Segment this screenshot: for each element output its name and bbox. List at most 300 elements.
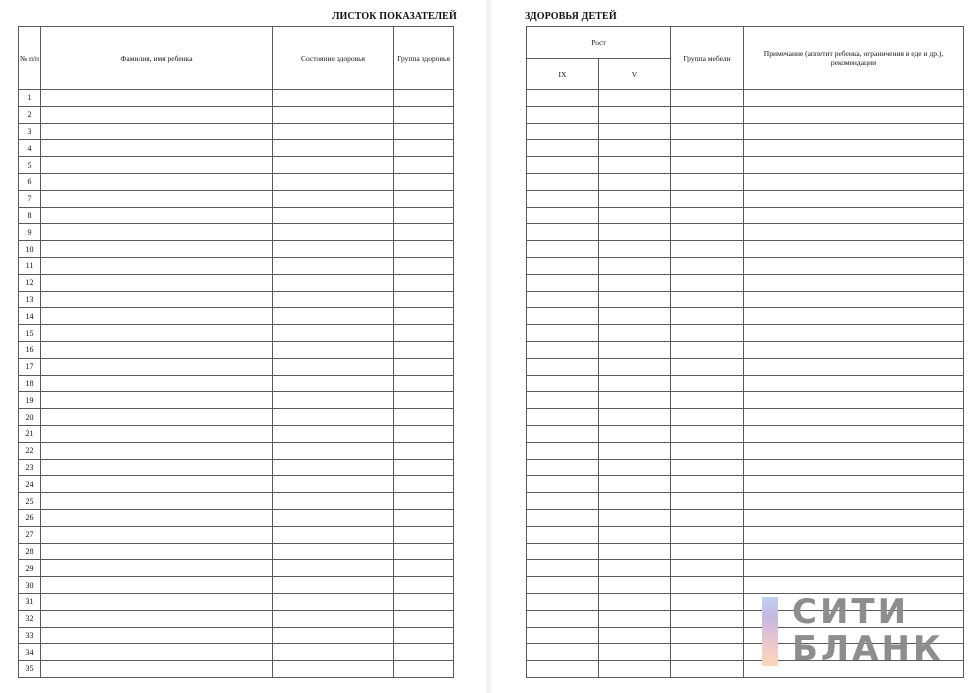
table-row xyxy=(19,509,454,526)
note-cell xyxy=(744,241,964,258)
child-name-cell xyxy=(41,577,273,594)
table-row xyxy=(527,425,964,442)
header-health-group: Группа здоровья xyxy=(394,27,454,90)
note-cell xyxy=(744,291,964,308)
height-v-cell xyxy=(599,123,671,140)
child-name-cell xyxy=(41,140,273,157)
height-ix-cell xyxy=(527,560,599,577)
table-row xyxy=(19,459,454,476)
row-number: 14 xyxy=(19,308,41,325)
table-row xyxy=(527,106,964,123)
table-row xyxy=(19,375,454,392)
health-state-cell xyxy=(273,627,394,644)
header-height: Рост xyxy=(527,27,671,59)
header-note: Примечание (аппетит ребенка, ограничения в еде и др.), рекомендации xyxy=(744,27,964,90)
table-row xyxy=(19,207,454,224)
health-group-cell xyxy=(394,593,454,610)
height-ix-cell xyxy=(527,190,599,207)
height-ix-cell xyxy=(527,224,599,241)
logo-text-line1: СИТИ xyxy=(792,592,910,632)
height-ix-cell xyxy=(527,409,599,426)
table-row xyxy=(527,526,964,543)
health-group-cell xyxy=(394,173,454,190)
height-ix-cell xyxy=(527,207,599,224)
height-ix-cell xyxy=(527,526,599,543)
height-v-cell xyxy=(599,476,671,493)
health-group-cell xyxy=(394,425,454,442)
page-title-right: ЗДОРОВЬЯ ДЕТЕЙ xyxy=(525,11,617,22)
height-v-cell xyxy=(599,560,671,577)
height-ix-cell xyxy=(527,257,599,274)
health-state-cell xyxy=(273,207,394,224)
height-v-cell xyxy=(599,375,671,392)
health-state-cell xyxy=(273,459,394,476)
height-ix-cell xyxy=(527,459,599,476)
note-cell xyxy=(744,375,964,392)
logo-gradient-bar xyxy=(762,597,778,666)
child-name-cell xyxy=(41,644,273,661)
child-name-cell xyxy=(41,241,273,258)
health-group-cell xyxy=(394,90,454,107)
health-state-cell xyxy=(273,644,394,661)
health-state-cell xyxy=(273,543,394,560)
furniture-group-cell xyxy=(671,90,744,107)
height-ix-cell xyxy=(527,476,599,493)
health-state-cell xyxy=(273,509,394,526)
height-v-cell xyxy=(599,274,671,291)
health-group-cell xyxy=(394,476,454,493)
table-row xyxy=(19,291,454,308)
health-state-cell xyxy=(273,392,394,409)
child-name-cell xyxy=(41,442,273,459)
row-number: 26 xyxy=(19,509,41,526)
height-ix-cell xyxy=(527,90,599,107)
table-row xyxy=(527,274,964,291)
row-number: 4 xyxy=(19,140,41,157)
health-state-cell xyxy=(273,409,394,426)
child-name-cell xyxy=(41,425,273,442)
table-row xyxy=(19,140,454,157)
health-state-cell xyxy=(273,173,394,190)
table-row xyxy=(19,610,454,627)
row-number: 27 xyxy=(19,526,41,543)
furniture-group-cell xyxy=(671,224,744,241)
child-name-cell xyxy=(41,358,273,375)
health-group-cell xyxy=(394,644,454,661)
height-ix-cell xyxy=(527,425,599,442)
child-name-cell xyxy=(41,459,273,476)
height-v-cell xyxy=(599,207,671,224)
height-v-cell xyxy=(599,577,671,594)
height-ix-cell xyxy=(527,341,599,358)
height-v-cell xyxy=(599,392,671,409)
table-row xyxy=(19,476,454,493)
note-cell xyxy=(744,476,964,493)
health-group-cell xyxy=(394,627,454,644)
health-state-cell xyxy=(273,274,394,291)
table-row xyxy=(19,224,454,241)
furniture-group-cell xyxy=(671,593,744,610)
child-name-cell xyxy=(41,190,273,207)
note-cell xyxy=(744,190,964,207)
header-furniture-group: Группа мебели xyxy=(671,27,744,90)
note-cell xyxy=(744,325,964,342)
health-group-cell xyxy=(394,543,454,560)
height-v-cell xyxy=(599,341,671,358)
furniture-group-cell xyxy=(671,560,744,577)
height-v-cell xyxy=(599,190,671,207)
furniture-group-cell xyxy=(671,207,744,224)
note-cell xyxy=(744,341,964,358)
child-name-cell xyxy=(41,610,273,627)
furniture-group-cell xyxy=(671,190,744,207)
children-list-table xyxy=(18,26,454,678)
logo-text-line2: БЛАНК xyxy=(792,629,944,669)
height-ix-cell xyxy=(527,106,599,123)
furniture-group-cell xyxy=(671,274,744,291)
table-row xyxy=(527,224,964,241)
health-group-cell xyxy=(394,106,454,123)
health-group-cell xyxy=(394,241,454,258)
furniture-group-cell xyxy=(671,106,744,123)
note-cell xyxy=(744,577,964,594)
table-row xyxy=(527,442,964,459)
child-name-cell xyxy=(41,123,273,140)
child-name-cell xyxy=(41,543,273,560)
furniture-group-cell xyxy=(671,257,744,274)
table-row xyxy=(527,291,964,308)
table-row xyxy=(527,308,964,325)
height-v-cell xyxy=(599,627,671,644)
height-ix-cell xyxy=(527,392,599,409)
note-cell xyxy=(744,358,964,375)
note-cell xyxy=(744,140,964,157)
row-number: 31 xyxy=(19,593,41,610)
table-row xyxy=(527,90,964,107)
table-row xyxy=(527,207,964,224)
height-v-cell xyxy=(599,308,671,325)
furniture-group-cell xyxy=(671,493,744,510)
health-group-cell xyxy=(394,358,454,375)
table-row xyxy=(19,593,454,610)
furniture-group-cell xyxy=(671,157,744,174)
health-group-cell xyxy=(394,577,454,594)
note-cell xyxy=(744,493,964,510)
table-row xyxy=(527,509,964,526)
note-cell xyxy=(744,257,964,274)
furniture-group-cell xyxy=(671,123,744,140)
table-row xyxy=(527,560,964,577)
height-ix-cell xyxy=(527,375,599,392)
height-ix-cell xyxy=(527,308,599,325)
table-row xyxy=(527,140,964,157)
height-v-cell xyxy=(599,257,671,274)
note-cell xyxy=(744,560,964,577)
height-ix-cell xyxy=(527,157,599,174)
child-name-cell xyxy=(41,90,273,107)
table-row xyxy=(527,325,964,342)
note-cell xyxy=(744,442,964,459)
table-row xyxy=(527,375,964,392)
height-v-cell xyxy=(599,644,671,661)
child-name-cell xyxy=(41,409,273,426)
child-name-cell xyxy=(41,593,273,610)
table-row xyxy=(19,392,454,409)
note-cell xyxy=(744,274,964,291)
height-v-cell xyxy=(599,409,671,426)
table-row xyxy=(527,459,964,476)
child-name-cell xyxy=(41,325,273,342)
furniture-group-cell xyxy=(671,543,744,560)
row-number: 28 xyxy=(19,543,41,560)
health-state-cell xyxy=(273,106,394,123)
furniture-group-cell xyxy=(671,476,744,493)
row-number: 1 xyxy=(19,90,41,107)
health-group-cell xyxy=(394,274,454,291)
note-cell xyxy=(744,308,964,325)
note-cell xyxy=(744,526,964,543)
note-cell xyxy=(744,409,964,426)
health-group-cell xyxy=(394,207,454,224)
health-group-cell xyxy=(394,190,454,207)
health-state-cell xyxy=(273,241,394,258)
child-name-cell xyxy=(41,257,273,274)
health-indicators-table xyxy=(526,26,964,678)
header-child-name: Фамилия, имя ребенка xyxy=(41,27,273,90)
child-name-cell xyxy=(41,526,273,543)
height-ix-cell xyxy=(527,123,599,140)
health-group-cell xyxy=(394,325,454,342)
note-cell xyxy=(744,459,964,476)
health-state-cell xyxy=(273,577,394,594)
table-row xyxy=(19,308,454,325)
note-cell xyxy=(744,157,964,174)
furniture-group-cell xyxy=(671,509,744,526)
health-group-cell xyxy=(394,526,454,543)
table-row xyxy=(19,661,454,678)
row-number: 21 xyxy=(19,425,41,442)
table-row xyxy=(19,341,454,358)
row-number: 30 xyxy=(19,577,41,594)
health-group-cell xyxy=(394,123,454,140)
page-title-left: ЛИСТОК ПОКАЗАТЕЛЕЙ xyxy=(332,11,457,22)
right-page xyxy=(491,0,978,693)
health-state-cell xyxy=(273,257,394,274)
table-row xyxy=(527,543,964,560)
row-number: 11 xyxy=(19,257,41,274)
table-row xyxy=(19,526,454,543)
height-v-cell xyxy=(599,593,671,610)
table-row xyxy=(19,123,454,140)
health-state-cell xyxy=(273,610,394,627)
furniture-group-cell xyxy=(671,375,744,392)
furniture-group-cell xyxy=(671,661,744,678)
table-row xyxy=(19,157,454,174)
height-ix-cell xyxy=(527,274,599,291)
health-state-cell xyxy=(273,341,394,358)
health-group-cell xyxy=(394,442,454,459)
table-row xyxy=(19,627,454,644)
table-row xyxy=(527,241,964,258)
health-group-cell xyxy=(394,610,454,627)
health-group-cell xyxy=(394,661,454,678)
row-number: 29 xyxy=(19,560,41,577)
child-name-cell xyxy=(41,173,273,190)
height-ix-cell xyxy=(527,661,599,678)
row-number: 13 xyxy=(19,291,41,308)
row-number: 34 xyxy=(19,644,41,661)
furniture-group-cell xyxy=(671,409,744,426)
height-ix-cell xyxy=(527,442,599,459)
child-name-cell xyxy=(41,509,273,526)
health-group-cell xyxy=(394,140,454,157)
note-cell xyxy=(744,106,964,123)
header-number: № п/п xyxy=(19,27,41,90)
table-row xyxy=(527,476,964,493)
height-ix-cell xyxy=(527,241,599,258)
height-ix-cell xyxy=(527,593,599,610)
row-number: 5 xyxy=(19,157,41,174)
height-v-cell xyxy=(599,241,671,258)
health-group-cell xyxy=(394,257,454,274)
table-row xyxy=(19,90,454,107)
health-state-cell xyxy=(273,593,394,610)
health-state-cell xyxy=(273,358,394,375)
table-row xyxy=(527,341,964,358)
height-v-cell xyxy=(599,325,671,342)
furniture-group-cell xyxy=(671,358,744,375)
furniture-group-cell xyxy=(671,341,744,358)
height-v-cell xyxy=(599,610,671,627)
health-group-cell xyxy=(394,224,454,241)
health-state-cell xyxy=(273,526,394,543)
health-state-cell xyxy=(273,291,394,308)
child-name-cell xyxy=(41,493,273,510)
health-state-cell xyxy=(273,325,394,342)
child-name-cell xyxy=(41,308,273,325)
row-number: 25 xyxy=(19,493,41,510)
table-row xyxy=(19,560,454,577)
furniture-group-cell xyxy=(671,392,744,409)
watermark-logo xyxy=(762,592,962,669)
height-v-cell xyxy=(599,224,671,241)
table-row xyxy=(19,190,454,207)
health-state-cell xyxy=(273,476,394,493)
furniture-group-cell xyxy=(671,425,744,442)
height-v-cell xyxy=(599,157,671,174)
health-group-cell xyxy=(394,409,454,426)
row-number: 3 xyxy=(19,123,41,140)
health-state-cell xyxy=(273,224,394,241)
height-v-cell xyxy=(599,90,671,107)
child-name-cell xyxy=(41,274,273,291)
row-number: 17 xyxy=(19,358,41,375)
health-state-cell xyxy=(273,157,394,174)
table-row xyxy=(19,577,454,594)
table-row xyxy=(19,325,454,342)
header-health-state: Состояние здоровья xyxy=(273,27,394,90)
table-row xyxy=(19,106,454,123)
child-name-cell xyxy=(41,207,273,224)
child-name-cell xyxy=(41,157,273,174)
table-row xyxy=(19,644,454,661)
row-number: 10 xyxy=(19,241,41,258)
height-ix-cell xyxy=(527,291,599,308)
health-state-cell xyxy=(273,140,394,157)
row-number: 35 xyxy=(19,661,41,678)
table-row xyxy=(527,358,964,375)
row-number: 7 xyxy=(19,190,41,207)
furniture-group-cell xyxy=(671,610,744,627)
row-number: 12 xyxy=(19,274,41,291)
table-row xyxy=(19,257,454,274)
table-row xyxy=(19,173,454,190)
table-row xyxy=(19,274,454,291)
table-row xyxy=(19,543,454,560)
furniture-group-cell xyxy=(671,459,744,476)
child-name-cell xyxy=(41,476,273,493)
height-v-cell xyxy=(599,442,671,459)
furniture-group-cell xyxy=(671,526,744,543)
height-v-cell xyxy=(599,661,671,678)
height-ix-cell xyxy=(527,325,599,342)
height-ix-cell xyxy=(527,577,599,594)
height-v-cell xyxy=(599,173,671,190)
table-row xyxy=(19,409,454,426)
table-row xyxy=(527,173,964,190)
health-group-cell xyxy=(394,560,454,577)
health-group-cell xyxy=(394,375,454,392)
header-height-ix: IX xyxy=(527,59,599,90)
health-state-cell xyxy=(273,661,394,678)
child-name-cell xyxy=(41,341,273,358)
child-name-cell xyxy=(41,392,273,409)
height-ix-cell xyxy=(527,493,599,510)
health-group-cell xyxy=(394,157,454,174)
note-cell xyxy=(744,123,964,140)
note-cell xyxy=(744,173,964,190)
furniture-group-cell xyxy=(671,241,744,258)
note-cell xyxy=(744,543,964,560)
child-name-cell xyxy=(41,560,273,577)
height-ix-cell xyxy=(527,644,599,661)
table-row xyxy=(19,241,454,258)
note-cell xyxy=(744,224,964,241)
health-state-cell xyxy=(273,375,394,392)
health-state-cell xyxy=(273,560,394,577)
table-row xyxy=(19,442,454,459)
furniture-group-cell xyxy=(671,173,744,190)
row-number: 19 xyxy=(19,392,41,409)
height-ix-cell xyxy=(527,610,599,627)
row-number: 20 xyxy=(19,409,41,426)
health-group-cell xyxy=(394,341,454,358)
table-row xyxy=(527,157,964,174)
furniture-group-cell xyxy=(671,577,744,594)
health-group-cell xyxy=(394,459,454,476)
furniture-group-cell xyxy=(671,308,744,325)
table-row xyxy=(19,493,454,510)
row-number: 2 xyxy=(19,106,41,123)
table-row xyxy=(527,257,964,274)
table-row xyxy=(527,190,964,207)
furniture-group-cell xyxy=(671,140,744,157)
child-name-cell xyxy=(41,224,273,241)
health-state-cell xyxy=(273,493,394,510)
height-v-cell xyxy=(599,425,671,442)
child-name-cell xyxy=(41,661,273,678)
row-number: 9 xyxy=(19,224,41,241)
